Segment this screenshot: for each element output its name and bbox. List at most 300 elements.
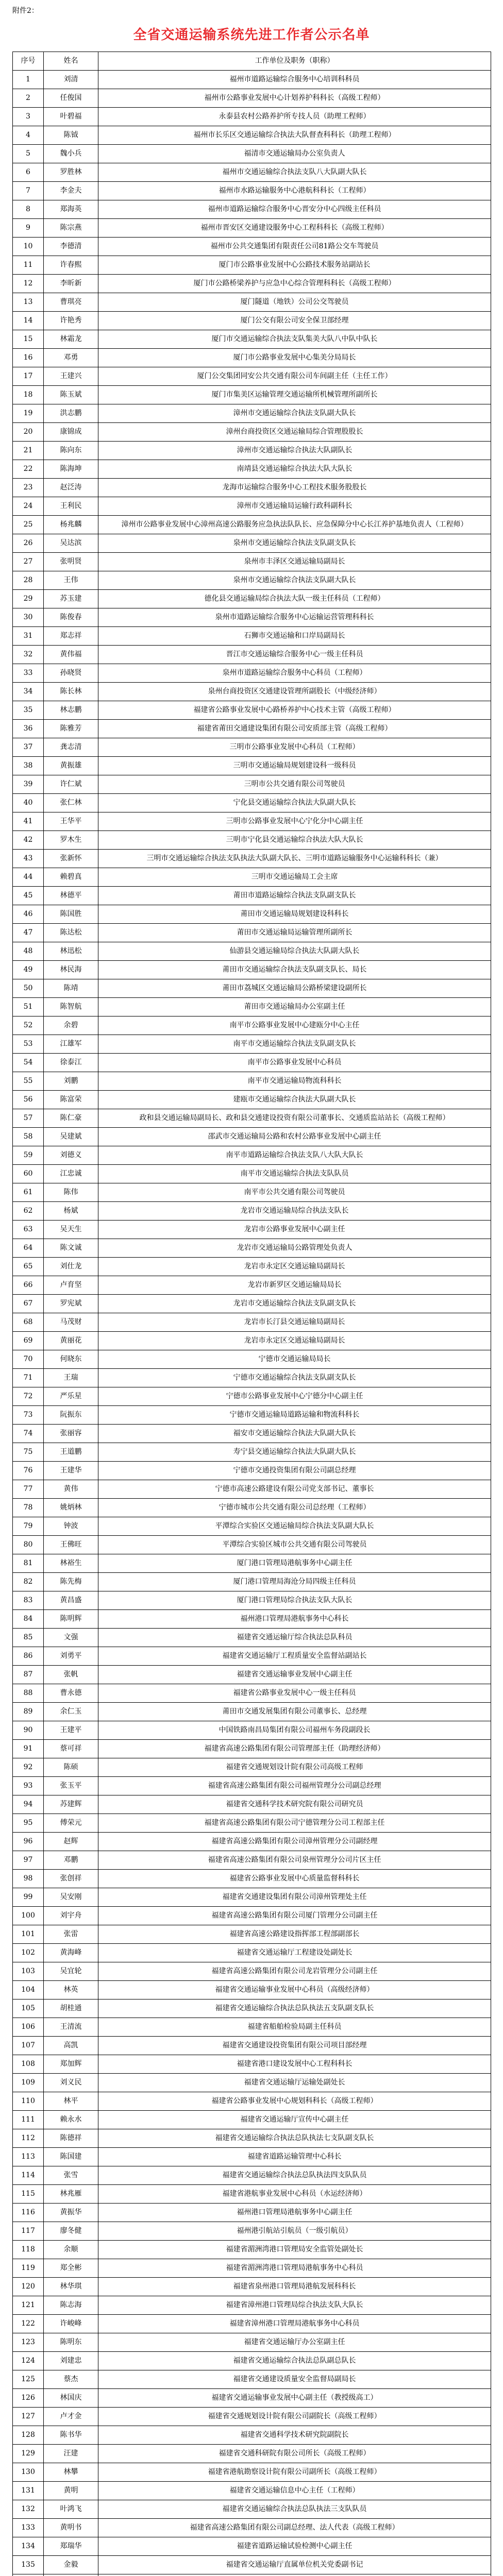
- row-unit: 福建省高速公路集团有限公司厦门管理分公司副主任: [98, 1907, 491, 1925]
- row-name: 刘鹏: [44, 1072, 98, 1091]
- table-row: [13, 1721, 491, 1740]
- table-row: [13, 1443, 491, 1462]
- row-index: 39: [13, 775, 44, 794]
- row-index: 110: [13, 2092, 44, 2111]
- row-unit: 福建省交通建设集团有限公司漳州管理处主任: [98, 1888, 491, 1907]
- row-index: 36: [13, 720, 44, 738]
- row-index: 34: [13, 683, 44, 701]
- row-name: 陈国建: [44, 2148, 98, 2166]
- row-index: 78: [13, 1499, 44, 1517]
- row-unit: 宁德市公路事业发展中心宁德分中心副主任: [98, 1387, 491, 1406]
- row-name: 张仁林: [44, 794, 98, 812]
- table-row: [13, 608, 491, 627]
- row-name: 王伟: [44, 571, 98, 590]
- row-name: 罗木生: [44, 831, 98, 850]
- row-unit: 福建省高速公路集团有限公司管理部主任（助理经济师）: [98, 1740, 491, 1758]
- table-row: [13, 961, 491, 979]
- row-unit: 福州市长乐区交通运输综合执法大队督查科科长（助理工程师）: [98, 126, 491, 145]
- table-row: [13, 1406, 491, 1425]
- row-name: 蔡可祥: [44, 1740, 98, 1758]
- row-unit: 龙岩市交通运输局综合执法支队长: [98, 1202, 491, 1221]
- row-name: 陈富荣: [44, 1091, 98, 1109]
- table-row: [13, 1165, 491, 1183]
- row-name: 高凯: [44, 2037, 98, 2055]
- row-name: 曹琪亮: [44, 293, 98, 312]
- row-index: 98: [13, 1870, 44, 1888]
- row-name: 任俊国: [44, 89, 98, 108]
- row-index: 121: [13, 2296, 44, 2315]
- table-row: [13, 1758, 491, 1777]
- row-name: 刘宇舟: [44, 1907, 98, 1925]
- row-index: 60: [13, 1165, 44, 1183]
- row-index: 58: [13, 1128, 44, 1146]
- row-index: 89: [13, 1703, 44, 1721]
- table-row: [13, 738, 491, 757]
- row-unit: 福建省公路事业发展中心路桥养护中心技术主管（高级工程师）: [98, 701, 491, 720]
- row-unit: 福建省高速公路集团有限公司漳州管理分公司副经理: [98, 1833, 491, 1851]
- table-row: [13, 1907, 491, 1925]
- row-index: 103: [13, 1962, 44, 1981]
- table-row: [13, 1647, 491, 1666]
- row-index: 116: [13, 2204, 44, 2222]
- row-index: 125: [13, 2370, 44, 2389]
- row-index: 80: [13, 1536, 44, 1554]
- row-name: 陈明东: [44, 2333, 98, 2352]
- table-row: [13, 2055, 491, 2074]
- row-index: 135: [13, 2556, 44, 2574]
- row-unit: 福建省交通规划设计院有限公司高级工程师: [98, 1758, 491, 1777]
- row-name: 王道鹏: [44, 1443, 98, 1462]
- row-unit: 莆田市荔城区交通运输局公路桥梁建设副所长: [98, 979, 491, 998]
- row-unit: 福建省高速公路集团有限公司泉州管理分公司片区主任: [98, 1851, 491, 1870]
- table-row: [13, 2315, 491, 2333]
- row-name: [44, 2574, 98, 2576]
- row-index: 95: [13, 1814, 44, 1833]
- row-index: 42: [13, 831, 44, 850]
- row-unit: 福建省交通运输综合执法总队执法五支队副支队长: [98, 1999, 491, 2018]
- row-index: 50: [13, 979, 44, 998]
- row-name: 严乐星: [44, 1387, 98, 1406]
- row-name: 陈先梅: [44, 1573, 98, 1591]
- row-name: 陈志海: [44, 2296, 98, 2315]
- table-row: [13, 1480, 491, 1499]
- row-unit: 福安市交通运输综合执法大队副大队长: [98, 1425, 491, 1443]
- table-row: [13, 627, 491, 646]
- row-name: 林志鹏: [44, 701, 98, 720]
- table-row: [13, 1851, 491, 1870]
- row-unit: 福建省交通运输综合执法总队执法七支队副支队长: [98, 2129, 491, 2148]
- row-name: 陈硕: [44, 1758, 98, 1777]
- row-unit: 莆田市交通发展集团有限公司董事长、总经理: [98, 1703, 491, 1721]
- row-unit: 福建省交通科研院有限公司所长（高级工程师）: [98, 2445, 491, 2463]
- table-row: [13, 1666, 491, 1684]
- row-unit: 福建省交通运输信息中心主任（工程师）: [98, 2482, 491, 2500]
- row-name: 钟波: [44, 1517, 98, 1536]
- row-unit: 德化县交通运输局综合执法大队一级主任科员（工程师）: [98, 590, 491, 608]
- row-name: 叶鸿飞: [44, 2500, 98, 2519]
- table-row: [13, 850, 491, 868]
- row-index: 87: [13, 1666, 44, 1684]
- table-row: [13, 2574, 491, 2576]
- row-unit: 福州市水路运输服务中心港航科科长（工程师）: [98, 182, 491, 200]
- table-row: [13, 163, 491, 182]
- table-row: [13, 1999, 491, 2018]
- row-name: 陈钺: [44, 126, 98, 145]
- row-index: 91: [13, 1740, 44, 1758]
- row-name: 李金夫: [44, 182, 98, 200]
- row-name: 林兆雁: [44, 2185, 98, 2204]
- row-index: 124: [13, 2352, 44, 2370]
- row-index: 46: [13, 905, 44, 924]
- table-row: [13, 497, 491, 516]
- row-unit: 福建省交通建设质量安全监督局副局长: [98, 2370, 491, 2389]
- table-row: [13, 1870, 491, 1888]
- row-unit: 龙岩市交通运输综合执法支队副支队长: [98, 1295, 491, 1313]
- row-unit: 福州市交通运输综合执法支队八大队副大队长: [98, 163, 491, 182]
- row-index: 99: [13, 1888, 44, 1907]
- row-name: 刘建忠: [44, 2352, 98, 2370]
- row-index: 133: [13, 2519, 44, 2537]
- row-index: 31: [13, 627, 44, 646]
- row-index: 22: [13, 460, 44, 479]
- row-unit: 厦门市交通运输综合执法支队集美大队八中队中队长: [98, 330, 491, 349]
- table-row: [13, 1517, 491, 1536]
- row-unit: 福州市公路事业发展中心计划养护科科长（高级工程师）: [98, 89, 491, 108]
- row-name: 姚炳林: [44, 1499, 98, 1517]
- row-unit: 福建省高速公路集团有限公司宁德管理分公司工程部主任: [98, 1814, 491, 1833]
- header-name: 姓名: [44, 52, 98, 71]
- row-unit: 福建省漳州港口管理局综合执法支队大队长: [98, 2296, 491, 2315]
- table-row: [13, 2389, 491, 2408]
- table-row: [13, 1925, 491, 1944]
- table-row: [13, 89, 491, 108]
- row-unit: 仙游县交通运输局综合执法大队副大队长: [98, 942, 491, 961]
- row-name: 郑志祥: [44, 627, 98, 646]
- row-name: 张明贤: [44, 553, 98, 571]
- row-unit: 福建省道路运输试验检测中心副主任: [98, 2537, 491, 2556]
- table-row: [13, 1499, 491, 1517]
- table-row: [13, 905, 491, 924]
- row-name: 王华平: [44, 812, 98, 831]
- row-unit: 平潭综合实验区城市公共交通有限公司驾驶员: [98, 1536, 491, 1554]
- table-row: [13, 646, 491, 664]
- row-unit: 厦门市集美区运输管理交通运输所机械管理所副所长: [98, 386, 491, 404]
- row-unit: 厦门港口管理局海沧分局四级主任科员: [98, 1573, 491, 1591]
- row-index: 44: [13, 868, 44, 887]
- table-row: [13, 1221, 491, 1239]
- table-row: [13, 1777, 491, 1795]
- table-row: [13, 1146, 491, 1165]
- row-name: 康锦成: [44, 423, 98, 442]
- row-name: 林裕生: [44, 1554, 98, 1573]
- row-index: 106: [13, 2018, 44, 2037]
- table-row: [13, 1981, 491, 1999]
- row-index: 33: [13, 664, 44, 683]
- row-unit: 福建省交通运输综合执法总队执法四支队队员: [98, 2166, 491, 2185]
- row-index: 61: [13, 1183, 44, 1202]
- row-index: 55: [13, 1072, 44, 1091]
- table-row: [13, 1591, 491, 1610]
- row-index: 129: [13, 2445, 44, 2463]
- row-index: 117: [13, 2222, 44, 2241]
- table-row: [13, 182, 491, 200]
- row-name: 吴安刚: [44, 1888, 98, 1907]
- table-row: [13, 145, 491, 163]
- row-unit: 福建省交通运输事业发展中心副主任（教授级高工）: [98, 2389, 491, 2408]
- row-index: 21: [13, 442, 44, 460]
- row-unit: 福建省港口建设发展中心工程科科长: [98, 2055, 491, 2074]
- row-index: 84: [13, 1610, 44, 1629]
- row-unit: 福州市公共交通集团有限责任公司81路公交车驾驶员: [98, 238, 491, 256]
- table-row: [13, 924, 491, 942]
- row-unit: [98, 2574, 491, 2576]
- row-unit: 邵武市交通运输局公路和农村公路事业发展中心副主任: [98, 1128, 491, 1146]
- table-row: [13, 757, 491, 775]
- row-index: 52: [13, 1016, 44, 1035]
- row-name: 郑全彬: [44, 2259, 98, 2278]
- row-name: 王建兴: [44, 367, 98, 386]
- row-unit: 福建省公路事业发展中心一级主任科员: [98, 1684, 491, 1703]
- table-row: [13, 1573, 491, 1591]
- row-unit: 政和县交通运输局副局长、政和县交通建设投资有限公司董事长、交通质监站站长（高级工程师）: [98, 1109, 491, 1128]
- row-unit: 福清市交通运输局办公室负责人: [98, 145, 491, 163]
- table-row: [13, 479, 491, 497]
- row-name: 陈宗燕: [44, 219, 98, 238]
- row-unit: 漳州市交通运输综合执法支队副大队长: [98, 404, 491, 423]
- row-index: 37: [13, 738, 44, 757]
- row-unit: 建瓯市交通运输综合执法大队副大队长: [98, 1091, 491, 1109]
- row-name: 赵泛涛: [44, 479, 98, 497]
- row-name: 龚志清: [44, 738, 98, 757]
- row-name: 张丽容: [44, 1425, 98, 1443]
- row-unit: 福建省港航事业发展中心科员（水运经济师）: [98, 2185, 491, 2204]
- row-name: 蔡杰: [44, 2370, 98, 2389]
- row-name: 张帆: [44, 1666, 98, 1684]
- row-index: 96: [13, 1833, 44, 1851]
- row-unit: 三明市交通运输局工会主席: [98, 868, 491, 887]
- table-row: [13, 590, 491, 608]
- row-name: 赖永水: [44, 2111, 98, 2129]
- header-index: 序号: [13, 52, 44, 71]
- row-index: 109: [13, 2074, 44, 2092]
- row-index: 35: [13, 701, 44, 720]
- table-row: [13, 1183, 491, 1202]
- row-name: 王利民: [44, 497, 98, 516]
- row-index: 132: [13, 2500, 44, 2519]
- row-unit: 漳州市公路事业发展中心漳州高速公路服务应急执法队队长、应急保障分中心长江养护基地负责人（工程师）: [98, 516, 491, 534]
- row-index: 57: [13, 1109, 44, 1128]
- row-unit: 福建省高速公路建设指挥部工程部副部长: [98, 1925, 491, 1944]
- table-row: [13, 2352, 491, 2370]
- row-index: 27: [13, 553, 44, 571]
- row-unit: 龙海市运输综合服务中心工程技术服务股股长: [98, 479, 491, 497]
- row-unit: 南平市道路运输综合执法支队八大队大队长: [98, 1146, 491, 1165]
- row-unit: 宁德市城市公共交通有限公司总经理（工程师）: [98, 1499, 491, 1517]
- row-unit: 福建省高速公路集团有限公司龙岩管理分公司副主任: [98, 1962, 491, 1981]
- row-index: 118: [13, 2241, 44, 2259]
- row-unit: 福建省交通运输综合执法总队执法三支队队员: [98, 2500, 491, 2519]
- table-row: [13, 831, 491, 850]
- row-name: 陈长林: [44, 683, 98, 701]
- row-name: 曹永德: [44, 1684, 98, 1703]
- row-index: 11: [13, 256, 44, 275]
- row-name: 张雷: [44, 1925, 98, 1944]
- table-row: [13, 1536, 491, 1554]
- table-row: [13, 108, 491, 126]
- row-name: 汪建: [44, 2445, 98, 2463]
- row-index: 28: [13, 571, 44, 590]
- table-row: [13, 367, 491, 386]
- table-row: [13, 1944, 491, 1962]
- row-index: 97: [13, 1851, 44, 1870]
- row-unit: 福建省交通运输事业发展中心副主任: [98, 1666, 491, 1684]
- row-unit: 泉州市道路运输综合服务中心运输运营管理科科长: [98, 608, 491, 627]
- attachment-label: 附件2：: [12, 7, 39, 15]
- table-row: [13, 1795, 491, 1814]
- row-name: 杨斌: [44, 1202, 98, 1221]
- row-index: 74: [13, 1425, 44, 1443]
- row-unit: 三明市交通运输综合执法支队执法大队副大队长、三明市道路运输服务中心运输科科长（兼）: [98, 850, 491, 868]
- row-index: 64: [13, 1239, 44, 1258]
- row-name: 余顺: [44, 2241, 98, 2259]
- row-unit: 龙岩市新罗区交通运输局局长: [98, 1276, 491, 1295]
- row-unit: 福州市道路运输综合服务中心培训科科员: [98, 71, 491, 89]
- table-row: [13, 1888, 491, 1907]
- row-unit: 宁德市交通投资集团有限公司副总经理: [98, 1462, 491, 1480]
- row-name: 罗胜林: [44, 163, 98, 182]
- table-row: [13, 1814, 491, 1833]
- row-name: 马茂财: [44, 1313, 98, 1332]
- row-name: 王建平: [44, 1721, 98, 1740]
- table-row: [13, 720, 491, 738]
- table-row: [13, 2445, 491, 2463]
- row-unit: 福建省交通运输厅运输处副处长: [98, 2074, 491, 2092]
- row-unit: 莆田市道路运输综合执法支队副支队长: [98, 887, 491, 905]
- table-row: [13, 2037, 491, 2055]
- roster-table: [12, 52, 491, 2576]
- row-index: 70: [13, 1350, 44, 1369]
- row-unit: 厦门公交有限公司安全保卫部经理: [98, 312, 491, 330]
- row-name: 金毅: [44, 2556, 98, 2574]
- row-name: 黄伟福: [44, 646, 98, 664]
- table-row: [13, 1629, 491, 1647]
- row-index: 128: [13, 2426, 44, 2445]
- row-index: 85: [13, 1629, 44, 1647]
- table-row: [13, 2537, 491, 2556]
- table-row: [13, 2222, 491, 2241]
- row-index: 123: [13, 2333, 44, 2352]
- row-unit: 福建省莆田交通建设集团有限公司安质部主管（高级工程师）: [98, 720, 491, 738]
- row-name: 黄丽花: [44, 1332, 98, 1350]
- row-index: 104: [13, 1981, 44, 1999]
- row-index: 86: [13, 1647, 44, 1666]
- row-index: 81: [13, 1554, 44, 1573]
- row-unit: 厦门港口管理局港航事务中心副主任: [98, 1554, 491, 1573]
- table-row: [13, 2278, 491, 2296]
- row-index: 23: [13, 479, 44, 497]
- table-row: [13, 1239, 491, 1258]
- row-index: 102: [13, 1944, 44, 1962]
- row-unit: 福建省交通运输厅工程质量安全监督站副站长: [98, 1647, 491, 1666]
- table-row: [13, 2370, 491, 2389]
- row-name: 邓鹏: [44, 1851, 98, 1870]
- row-name: 黄振雄: [44, 757, 98, 775]
- row-unit: 漳州市交通运输综合执法大队副队长: [98, 442, 491, 460]
- row-unit: 福建省泉州港口管理局港航发展科科长: [98, 2278, 491, 2296]
- row-index: 25: [13, 516, 44, 534]
- table-row: [13, 256, 491, 275]
- row-index: 9: [13, 219, 44, 238]
- row-index: 119: [13, 2259, 44, 2278]
- row-index: 10: [13, 238, 44, 256]
- row-name: 林迅松: [44, 942, 98, 961]
- table-row: [13, 1462, 491, 1480]
- row-index: 18: [13, 386, 44, 404]
- table-row: [13, 293, 491, 312]
- table-row: [13, 2111, 491, 2129]
- row-unit: 福州港口管理局港航事务中心科长: [98, 1610, 491, 1629]
- table-row: [13, 979, 491, 998]
- row-name: 赖碧真: [44, 868, 98, 887]
- row-unit: 福建省交通运输厅宣传中心副主任: [98, 2111, 491, 2129]
- row-index: 47: [13, 924, 44, 942]
- row-name: 陈伟: [44, 1183, 98, 1202]
- row-unit: 三明市公路事业发展中心宁化分中心副主任: [98, 812, 491, 831]
- row-unit: 福建省交通运输综合执法总队副总队长: [98, 2352, 491, 2370]
- table-row: [13, 2074, 491, 2092]
- row-name: 邓勇: [44, 349, 98, 367]
- row-unit: 南平市公共交通有限公司驾驶员: [98, 1183, 491, 1202]
- row-index: 54: [13, 1054, 44, 1072]
- row-name: 卢育坚: [44, 1276, 98, 1295]
- table-row: [13, 2166, 491, 2185]
- row-unit: 莆田市交通运输局运输管理所副所长: [98, 924, 491, 942]
- row-name: 陈海坤: [44, 460, 98, 479]
- row-index: 16: [13, 349, 44, 367]
- table-row: [13, 1740, 491, 1758]
- table-header-row: [13, 52, 491, 71]
- table-row: [13, 2185, 491, 2204]
- row-name: 黄海峰: [44, 1944, 98, 1962]
- table-row: [13, 1684, 491, 1703]
- table-row: [13, 1610, 491, 1629]
- row-unit: 南平市交通运输综合执法支队副支队长: [98, 1035, 491, 1054]
- table-row: [13, 534, 491, 553]
- row-index: 51: [13, 998, 44, 1016]
- row-index: 30: [13, 608, 44, 627]
- row-name: 王瑞: [44, 1369, 98, 1387]
- row-unit: 平潭综合实验区交通运输局综合执法支队副大队长: [98, 1517, 491, 1536]
- row-name: 何晓东: [44, 1350, 98, 1369]
- row-unit: 龙岩市交通运输局公路管理处负责人: [98, 1239, 491, 1258]
- row-index: 127: [13, 2408, 44, 2426]
- table-row: [13, 1350, 491, 1369]
- row-index: 93: [13, 1777, 44, 1795]
- row-unit: 福建省交通规划设计院有限公司副院长（高级工程师）: [98, 2408, 491, 2426]
- row-name: 魏小兵: [44, 145, 98, 163]
- row-index: 2: [13, 89, 44, 108]
- table-row: [13, 126, 491, 145]
- row-name: 赵辉: [44, 1833, 98, 1851]
- table-row: [13, 1016, 491, 1035]
- row-name: 徐泰江: [44, 1054, 98, 1072]
- table-row: [13, 386, 491, 404]
- row-name: 陈向东: [44, 442, 98, 460]
- table-row: [13, 2129, 491, 2148]
- row-unit: 厦门公交集团同安公共交通有限公司车间副主任（主任工作）: [98, 367, 491, 386]
- row-unit: 福建省交通运输厅工程建设处副处长: [98, 1944, 491, 1962]
- table-row: [13, 2018, 491, 2037]
